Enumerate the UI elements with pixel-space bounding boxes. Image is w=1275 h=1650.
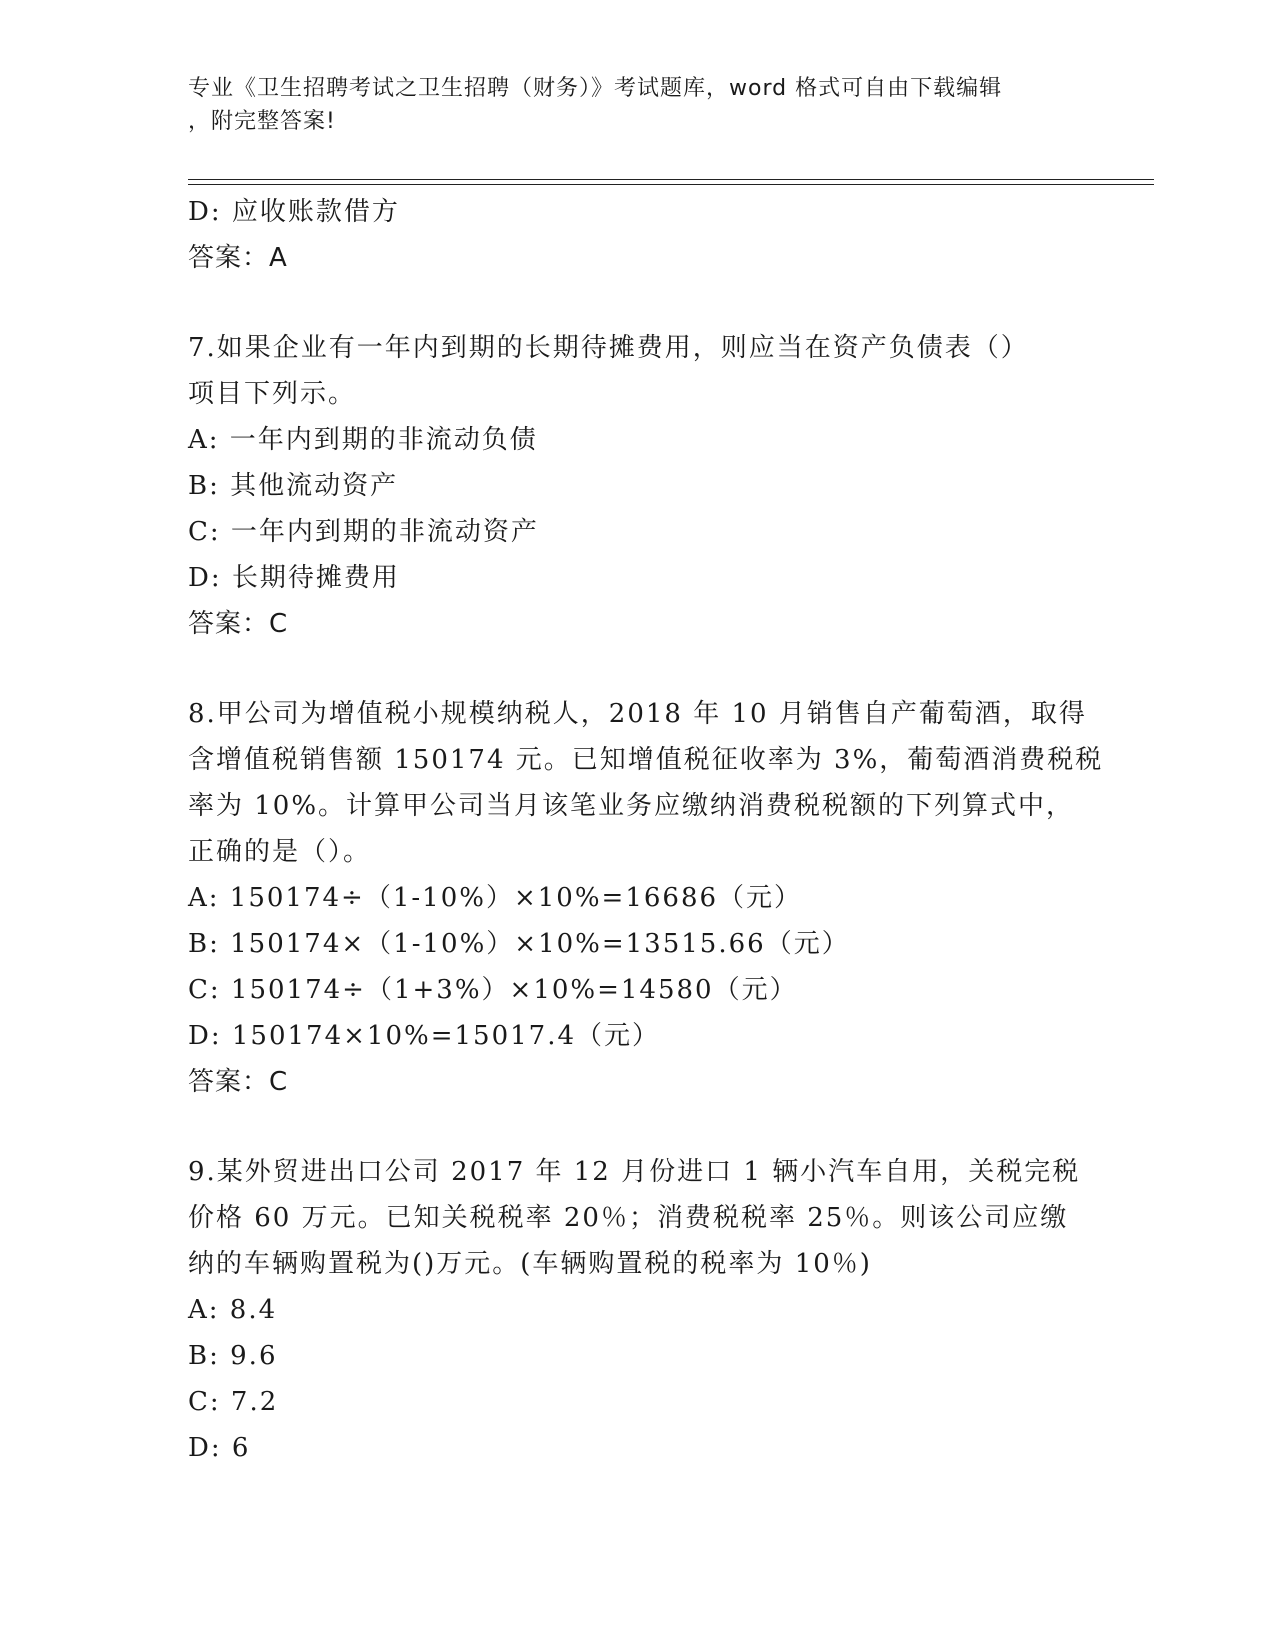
question-8-option-b: B: 150174×（1-10%）×10%=13515.66（元） — [188, 929, 850, 959]
question-7-option-b: B: 其他流动资产 — [188, 471, 399, 501]
question-8-line-4: 正确的是（）。 — [188, 837, 372, 867]
prev-option-d: D: 应收账款借方 — [188, 197, 400, 227]
question-7-answer: 答案：C — [188, 609, 289, 639]
question-8-option-c: C: 150174÷（1+3%）×10%=14580（元） — [188, 975, 798, 1005]
question-9 — [188, 1149, 1108, 1471]
header-line-1: 专业《卫生招聘考试之卫生招聘（财务）》考试题库，word 格式可自由下载编辑 — [188, 76, 1003, 101]
question-8-text — [188, 691, 1108, 875]
prev-answer: 答案：A — [188, 243, 288, 273]
header-line-2: ，附完整答案! — [188, 109, 336, 134]
document-body — [188, 189, 1108, 1471]
question-7-line-2: 项目下列示。 — [188, 379, 357, 409]
question-9-option-b: B: 9.6 — [188, 1341, 278, 1371]
question-9-option-d: D: 6 — [188, 1433, 251, 1463]
question-8-line-2: 含增值税销售额 150174 元。已知增值税征收率为 3%，葡萄酒消费税税 — [188, 745, 1104, 775]
question-8-answer: 答案：C — [188, 1067, 289, 1097]
header-rule-bottom — [188, 184, 1154, 185]
question-8-line-1: 8.甲公司为增值税小规模纳税人，2018 年 10 月销售自产葡萄酒，取得 — [188, 699, 1087, 729]
question-7-text — [188, 325, 1108, 417]
question-7-option-a: A: 一年内到期的非流动负债 — [188, 425, 538, 455]
question-7-line-1: 7.如果企业有一年内到期的长期待摊费用，则应当在资产负债表（） — [188, 333, 1029, 363]
question-8 — [188, 691, 1108, 1105]
question-9-text — [188, 1149, 1108, 1287]
question-9-line-3: 纳的车辆购置税为()万元。(车辆购置税的税率为 10％) — [188, 1249, 872, 1279]
question-9-line-2: 价格 60 万元。已知关税税率 20％；消费税税率 25％。则该公司应缴 — [188, 1203, 1069, 1233]
question-8-option-a: A: 150174÷（1-10%）×10%=16686（元） — [188, 883, 803, 913]
header-rule-top — [188, 179, 1154, 180]
question-8-line-3: 率为 10%。计算甲公司当月该笔业务应缴纳消费税税额的下列算式中， — [188, 791, 1075, 821]
question-7-option-d: D: 长期待摊费用 — [188, 563, 400, 593]
question-8-option-d: D: 150174×10%=15017.4（元） — [188, 1021, 660, 1051]
question-9-option-c: C: 7.2 — [188, 1387, 279, 1417]
question-7 — [188, 325, 1108, 647]
document-header — [188, 72, 1088, 138]
question-7-option-c: C: 一年内到期的非流动资产 — [188, 517, 539, 547]
question-9-option-a: A: 8.4 — [188, 1295, 278, 1325]
question-9-line-1: 9.某外贸进出口公司 2017 年 12 月份进口 1 辆小汽车自用，关税完税 — [188, 1157, 1081, 1187]
